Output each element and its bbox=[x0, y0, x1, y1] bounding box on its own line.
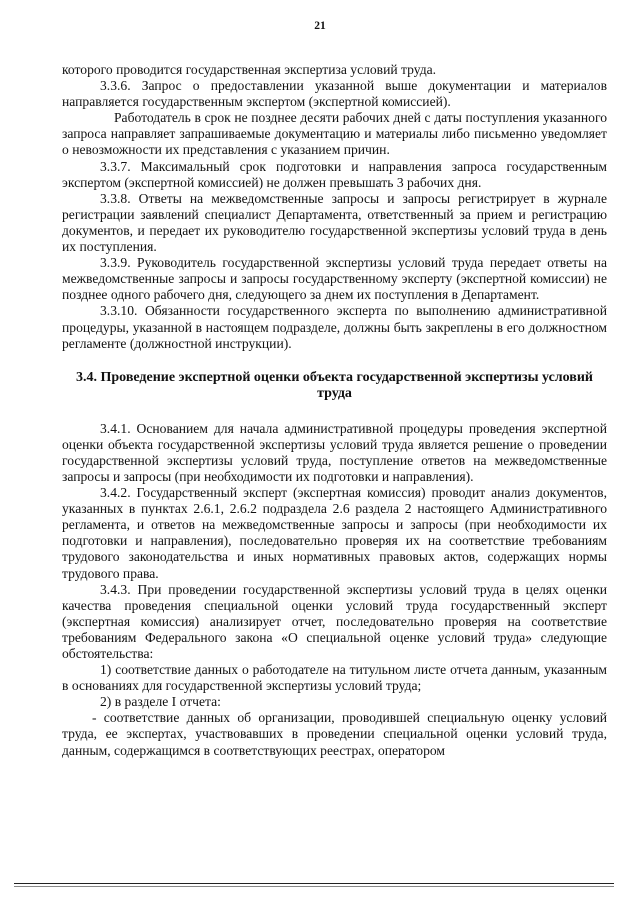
paragraph-3-3-7: 3.3.7. Максимальный срок подготовки и направления запроса государственным экспертом (экспертной комиссией) не должен превышать 3 рабочих дня. bbox=[62, 158, 607, 190]
paragraph-continuation: которого проводится государственная экспертиза условий труда. bbox=[62, 62, 437, 77]
footer-divider bbox=[14, 883, 614, 884]
paragraph-3-4-2: 3.4.2. Государственный эксперт (экспертная комиссия) проводит анализ документов, указанных в пунктах 2.6.1, 2.6.2 подраздела 2.6 раздела 2 настоящего Административного регламента, и ответов на межведомственные запросы и запросы (при необходимости их подготовки и направления), последовательно проверяя их на соответствие требованиям трудового законодательства и иных нормативных правовых актов, содержащих нормы трудового права. bbox=[62, 485, 607, 581]
page-number: 21 bbox=[314, 20, 326, 32]
list-item-1: 1) соответствие данных о работодателе на титульном листе отчета данным, указанным в основаниях для государственной экспертизы условий труда; bbox=[62, 662, 607, 694]
paragraph-3-3-10: 3.3.10. Обязанности государственного эксперта по выполнению административной процедуры, указанной в настоящем подразделе, должны быть закреплены в его должностном регламенте (должностной инструкции). bbox=[62, 303, 607, 351]
paragraph-3-4-3: 3.4.3. При проведении государственной экспертизы условий труда в целях оценки качества проведения специальной оценки условий труда государственный эксперт (экспертная комиссия) анализирует отчет, последовательно проверяя на соответствие требованиям Федерального закона «О специальной оценке условий труда» следующие обстоятельства: bbox=[62, 581, 607, 661]
list-subitem-dash: - соответствие данных об организации, проводившей специальную оценку условий труда, ее экспертах, участвовавших в проведении специальной оценки условий труда, данным, содержащимся в соответствующих реестрах, оператором bbox=[62, 710, 607, 758]
paragraph-employer-response: Работодатель в срок не позднее десяти рабочих дней с даты поступления указанного запроса направляет запрашиваемые документацию и материалы либо письменно уведомляет о невозможности их представления с указанием причин. bbox=[62, 110, 607, 158]
document-body bbox=[62, 62, 607, 759]
paragraph-3-3-8: 3.3.8. Ответы на межведомственные запросы и запросы регистрирует в журнале регистрации заявлений специалист Департамента, ответственный за прием и регистрацию документов, и передает их руководителю государственной экспертизы условий труда в день их поступления. bbox=[62, 190, 607, 255]
section-heading-3-4: 3.4. Проведение экспертной оценки объекта государственной экспертизы условий труда bbox=[76, 369, 593, 402]
paragraph-3-3-6: 3.3.6. Запрос о предоставлении указанной выше документации и материалов направляется государственным экспертом (экспертной комиссией). bbox=[62, 78, 607, 110]
list-item-2: 2) в разделе I отчета: bbox=[100, 694, 221, 710]
paragraph-3-4-1: 3.4.1. Основанием для начала административной процедуры проведения экспертной оценки объекта государственной экспертизы условий труда является решение о проведении государственной экспертизы условий труда, поступление ответов на межведомственные запросы и запросы (при необходимости их подготовки и направления). bbox=[62, 420, 607, 484]
paragraph-3-3-9: 3.3.9. Руководитель государственной экспертизы условий труда передает ответы на межведомственные запросы и запросы государственному эксперту (экспертной комиссии) не позднее одного рабочего дня, следующего за днем их поступления в Департамент. bbox=[62, 255, 607, 303]
footer-divider-secondary bbox=[14, 886, 614, 887]
